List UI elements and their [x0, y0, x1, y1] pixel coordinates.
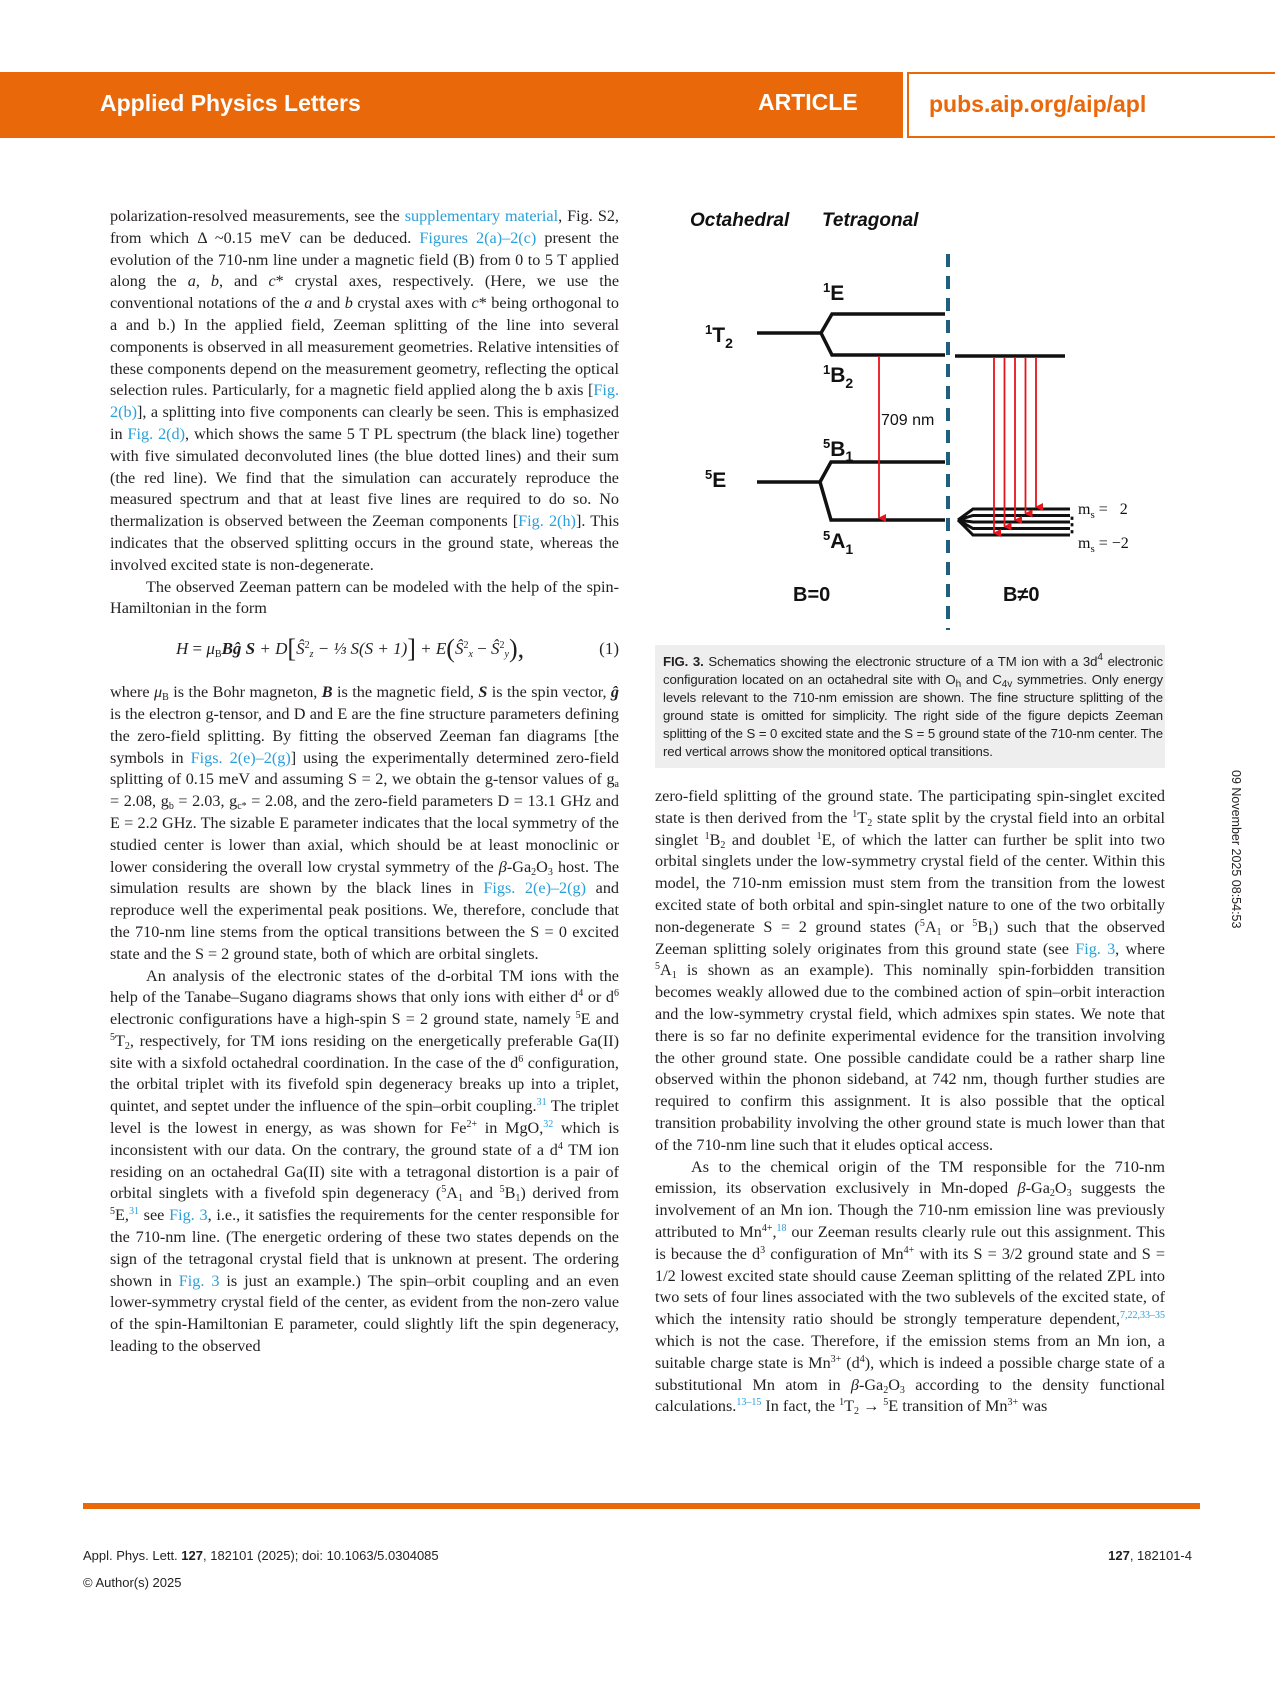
zeeman-sublevels	[958, 509, 1070, 535]
paragraph-chemical-origin: As to the chemical origin of the TM responsible for the 710-nm emission, its observation exclusively in Mn-doped $\beta-Ga_2O_3$ suggests the involvement of an Mn ion. Though the 710-nm emission line was previously attributed to $Mn^{4+},^{18}$ our Zeeman results clearly rule out this assignment. This is because the $d^3$ configuration of $Mn^{4+}$ with its S = 3/2 ground state and S = 1/2 lowest excited state should cause Zeeman splitting of the related ZPL into two sets of four lines associated with the two sublevels of the excited state, of which the intensity ratio should be strongly temperature dependent,$^{7,22,33-35}$ which is not the case. Therefore, if the emission stems from an Mn ion, a suitable charge state is $Mn^{3+}$ $(d^4)$, which is indeed a possible charge state of a substitutional Mn atom in $\beta-Ga_2O_3$ according to the density functional calculations.$^{13-15}$ In fact, the $^1T_2 \to ^5E$ transition of $Mn^{3+}$ was	[655, 1157, 1166, 1418]
article-type-label: ARTICLE	[758, 89, 858, 115]
label-b-nonzero: B≠0	[1003, 584, 1040, 606]
label-ms-bottom: $m_s = -2$	[1078, 535, 1129, 555]
reference-31[interactable]: 31	[536, 1097, 547, 1109]
journal-title: Applied Physics Letters	[100, 90, 361, 116]
figure-3-link-2[interactable]: Fig. 3	[178, 1271, 220, 1290]
label-1B2: $^1B_2$	[823, 362, 854, 391]
reference-7-22-33-35[interactable]: 7,22,33–35	[1120, 1310, 1165, 1322]
journal-header	[0, 72, 1275, 138]
figure-3	[655, 196, 1165, 776]
paragraph-zeeman-observation: polarization-resolved measurements, see the supplementary material, Fig. S2, from which Δ ~0.15 meV can be deduced. Figures 2(a)–2(c) present the evolution of the 710-nm line under a magnetic field (B) from 0 to 5 T applied along the a, b, and c* crystal axes, respectively. (Here, we use the conventional notations of the a and b crystal axes with c* being orthogonal to a and b.) In the applied field, Zeeman splitting of the line into several components is observed in all measurement geometries. Relative intensities of these components depend on the measurement geometry, reflecting the optical selection rules. Particularly, for a magnetic field applied along the b axis [Fig. 2(b)], a splitting into five components can clearly be seen. This is emphasized in Fig. 2(d), which shows the same 5 T PL spectrum (the black line) together with five simulated deconvoluted lines (the blue dotted lines) and their sum (the red line). We find that the simulation can accurately reproduce the measured spectrum and that at least five lines are required to do so. No thermalization is observed between the Zeeman components [Fig. 2(h)]. This indicates that the observed splitting occurs in the ground state, whereas the involved excited state is non-degenerate.	[110, 207, 620, 574]
label-wavelength: 709 nm	[881, 412, 935, 429]
paragraph-spin-hamiltonian-intro: The observed Zeeman pattern can be modeled with the help of the spin-Hamiltonian in the form	[110, 577, 619, 618]
figure-caption-text: FIG. 3. Schematics showing the electronic structure of a TM ion with a $3d^4$ electronic configuration located on an octahedral site with $O_h$ and $C_{4v}$ symmetries. Only energy levels relevant to the 710-nm emission are shown. The fine structure splitting of the ground state is omitted for simplicity. The right side of the figure depicts Zeeman splitting of the S = 0 excited state and the S = 5 ground state of the 710-nm center. The red vertical arrows show the monitored optical transitions.	[663, 652, 1164, 759]
figure-3-link[interactable]: Fig. 3	[169, 1206, 208, 1225]
label-octahedral: Octahedral	[690, 210, 790, 231]
journal-url-link[interactable]: pubs.aip.org/aip/apl	[929, 91, 1147, 117]
journal-url-box[interactable]	[907, 72, 1275, 138]
level-1B2	[821, 333, 945, 355]
zeeman-sublevel-3	[958, 520, 1070, 522]
left-column	[110, 206, 619, 1358]
zeeman-sublevel-2	[958, 516, 1070, 521]
figure-caption-label: FIG. 3.	[663, 654, 704, 669]
label-1T2: $^1T_2$	[705, 322, 733, 351]
label-1E: $^1$E	[823, 280, 845, 305]
label-ms-top: $m_s = 2$	[1078, 501, 1128, 521]
energy-level-diagram	[655, 196, 1165, 636]
equation-spin-hamiltonian	[110, 622, 619, 680]
reference-18[interactable]: 18	[776, 1222, 787, 1234]
ms-ellipsis-icon: ⋮	[1062, 514, 1082, 536]
level-5A1	[820, 482, 945, 520]
label-tetragonal: Tetragonal	[822, 210, 919, 231]
level-1E	[821, 314, 945, 333]
supplementary-material-link[interactable]: supplementary material	[404, 207, 559, 225]
figure-2d-link[interactable]: Fig. 2(d)	[127, 424, 186, 443]
figure-2e-2g-link-2[interactable]: Figs. 2(e)–2(g)	[483, 879, 587, 898]
footer-citation: Appl. Phys. Lett. 127, 182101 (2025); doi: 10.1063/5.0304085	[83, 1548, 439, 1563]
footer-copyright: © Author(s) 2025	[83, 1575, 182, 1590]
footer-divider	[83, 1503, 1200, 1509]
label-5B1: $^5B_1$	[823, 436, 854, 464]
level-5B1	[820, 462, 945, 482]
paragraph-fit-results: where $\mu_B$ is the Bohr magneton, B is the magnetic field, S is the spin vector, ĝ is the electron g-tensor, and D and E are the fine structure parameters defining the zero-field splitting. By fitting the observed Zeeman fan diagrams [the symbols in Figs. 2(e)–2(g)] using the experimentally determined zero-field splitting of 0.15 meV and assuming S = 2, we obtain the g-tensor values of $g_a = 2.08$, $g_b = 2.03$, $g_{c*} = 2.08$, and the zero-field parameters D = 13.1 GHz and E = 2.2 GHz. The sizable E parameter indicates that the local symmetry of the studied center is lower than axial, which should be at least monoclinic or lower considering the overall low crystal symmetry of the $\beta-Ga_2O_3$ host. The simulation results are shown by the black lines in Figs. 2(e)–2(g) and reproduce well the experimental peak positions. We, therefore, conclude that the 710-nm line stems from the optical transitions between the S = 0 excited state and the S = 2 ground state, both of which are orbital singlets.	[110, 683, 620, 963]
label-5A1: $^5A_1$	[823, 528, 854, 557]
paragraph-tanabe-sugano: An analysis of the electronic states of the d-orbital TM ions with the help of the Tanabe–Sugano diagrams shows that only ions with either $d^4$ or $d^6$ electronic configurations have a high-spin S = 2 ground state, namely $^5$E and $^5T_2$, respectively, for TM ions residing on the energetically preferable Ga(II) site with a sixfold octahedral coordination. In the case of the $d^6$ configuration, the orbital triplet with its fivefold spin degeneracy breaks up into a triplet, quintet, and septet under the influence of the spin–orbit coupling.$^{31}$ The triplet level is the lowest in energy, as was shown for $Fe^{2+}$ in MgO,$^{32}$ which is inconsistent with our data. On the contrary, the ground state of a $d^4$ TM ion residing on an octahedral Ga(II) site with a tetragonal distortion is a pair of orbital singlets with a fivefold spin degeneracy ($^5A_1$ and $^5B_1$) derived from $^5$E,$^{31}$ see Fig. 3, i.e., it satisfies the requirements for the center responsible for the 710-nm line. (The energetic ordering of these two states depends on the sign of the tetragonal crystal field that is unknown at present. The ordering shown in Fig. 3 is just an example.) The spin–orbit coupling and an even lower-symmetry crystal field of the center, as evident from the non-zero value of the spin-Hamiltonian E parameter, could slightly lift the spin degeneracy, leading to the observed	[110, 966, 620, 1356]
label-b-zero: B=0	[793, 584, 831, 606]
reference-32[interactable]: 32	[543, 1119, 554, 1131]
equation-body: $H = \mu_BBĝ$ $S + D[Ŝ^2_z$ − ⅓ $S(S + 1)] + E(Ŝ^2_x$ − $Ŝ^2_y$),	[176, 634, 525, 664]
figure-2a-2c-link[interactable]: Figures 2(a)–2(c)	[419, 228, 537, 247]
figure-2h-link[interactable]: Fig. 2(h)	[518, 512, 576, 531]
label-5E: $^5$E	[705, 467, 727, 492]
download-timestamp: 09 November 2025 08:54:53	[1229, 770, 1243, 929]
zeeman-transition-arrows	[994, 358, 1036, 533]
reference-13-15[interactable]: 13–15	[736, 1397, 762, 1409]
figure-caption	[655, 645, 1165, 768]
reference-31-b[interactable]: 31	[128, 1206, 139, 1218]
right-column	[655, 786, 1165, 1418]
figure-2e-2g-link[interactable]: Figs. 2(e)–2(g)	[190, 748, 291, 767]
footer-page-number: 127, 182101-4	[1108, 1548, 1192, 1563]
equation-number: (1)	[599, 639, 619, 659]
figure-3-link-3[interactable]: Fig. 3	[1075, 939, 1116, 958]
paragraph-excited-state: zero-field splitting of the ground state. The participating spin-singlet excited state is then derived from the $^1T_2$ state split by the crystal field into an orbital singlet $^1B_2$ and doublet $^1$E, of which the latter can further be split into two orbital singlets under the low-symmetry crystal field of the center. Within this model, the 710-nm emission must stem from the transition from the lowest excited state of both orbital and spin-singlet nature to one of the two orbitally non-degenerate S = 2 ground states ($^5A_1$ or $^5B_1$) such that the observed Zeeman splitting solely originates from this ground state (see Fig. 3, where $^5A_1$ is shown as an example). This nominally spin-forbidden transition becomes weakly allowed due to the combined action of spin–orbit interaction and the low-symmetry crystal field, which admixes spin states. We note that there is so far no definite experimental evidence for the transition involving the other ground state. One possible candidate could be a rather sharp line observed within the phonon sideband, at 742 nm, though further studies are required to confirm this assignment. It is also possible that the optical transition probability involving the other ground state is much lower than that of the 710-nm line such that it eludes optical access.	[655, 787, 1166, 1154]
figure-2b-link[interactable]: Fig. 2(b)	[110, 381, 619, 422]
header-banner	[0, 72, 903, 138]
